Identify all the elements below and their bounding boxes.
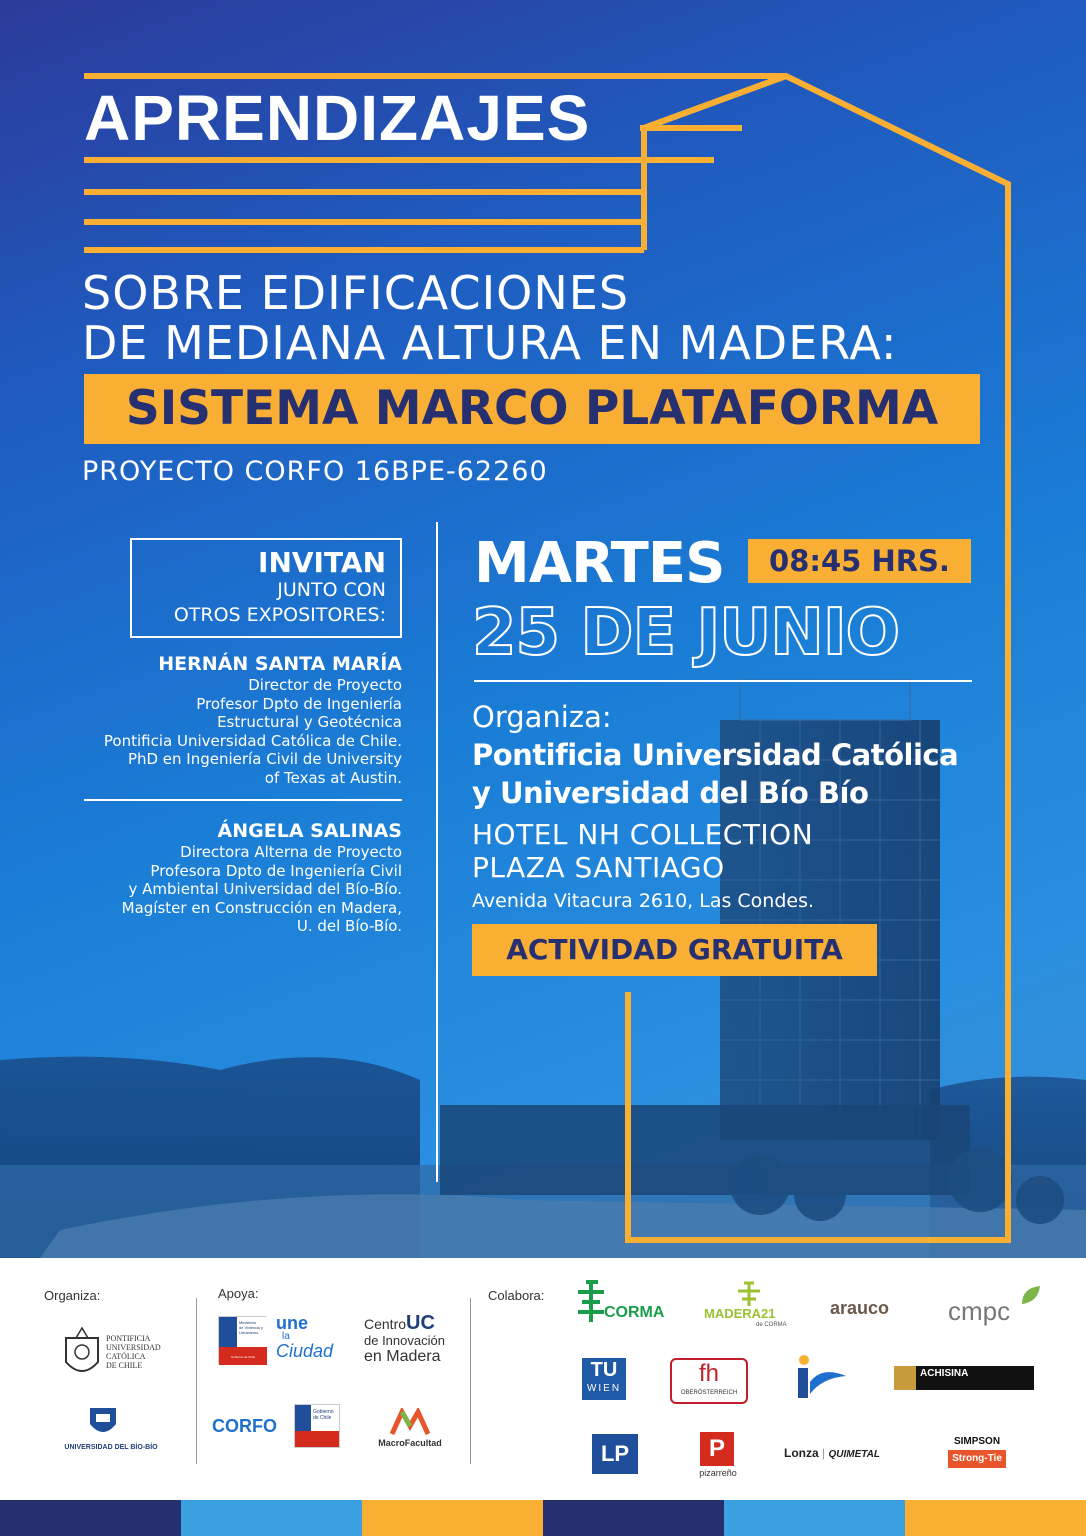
event-time: 08:45 HRS. <box>748 539 971 583</box>
cmpc-logo <box>948 1284 1044 1328</box>
lonza-name: Lonza <box>784 1446 819 1460</box>
pizarreno-logo: P pizarreño <box>694 1432 742 1482</box>
madera21-name: MADERA21 <box>704 1306 776 1321</box>
poster-subtitle <box>82 268 898 368</box>
puc-name-line: DE CHILE <box>106 1361 143 1370</box>
speakers-list <box>60 652 402 936</box>
centro-line: en Madera <box>364 1348 441 1365</box>
footer-colabora-label: Colabora: <box>488 1288 545 1303</box>
gobierno-chile-logo <box>294 1404 340 1448</box>
speaker-name: ÁNGELA SALINAS <box>217 820 402 842</box>
speaker-detail: Profesor Dpto de Ingeniería <box>196 694 402 713</box>
speaker-divider <box>84 799 402 801</box>
venue-line: PLAZA SANTIAGO <box>472 851 725 884</box>
event-date: 25 DE JUNIO <box>472 596 900 670</box>
invitan-title: INVITAN <box>258 546 386 579</box>
speaker-detail: Profesora Dpto de Ingeniería Civil <box>150 861 402 880</box>
pizarreno-name: pizarreño <box>699 1468 737 1478</box>
puc-name-line: UNIVERSIDAD <box>106 1343 161 1352</box>
quimetal-name: QUIMETAL <box>828 1449 880 1460</box>
centro-word: Centro <box>364 1316 407 1332</box>
free-activity-badge: ACTIVIDAD GRATUITA <box>472 924 877 976</box>
fh-ooe-logo <box>670 1358 748 1404</box>
puc-name-line: PONTIFICIA <box>106 1334 151 1343</box>
fh-sub: OBERÖSTERREICH <box>680 1390 738 1396</box>
corma-logo <box>576 1278 672 1324</box>
ubb-logo <box>58 1404 164 1460</box>
macrofacultad-mark-icon <box>390 1408 430 1436</box>
ministerio-line: de Vivienda y <box>239 1325 263 1330</box>
speaker-detail: y Ambiental Universidad del Bío-Bío. <box>128 880 402 898</box>
tu-wien-logo <box>582 1358 626 1400</box>
sponsors-footer <box>0 1258 1086 1500</box>
madera21-sub: de CORMA <box>756 1322 787 1328</box>
une-word: une <box>276 1313 309 1333</box>
venue-address: Avenida Vitacura 2610, Las Condes. <box>472 890 815 912</box>
ministerio-line: Ministerio <box>239 1320 257 1325</box>
speaker-detail: Estructural y Geotécnica <box>217 713 402 731</box>
tuwien-tu: TU <box>590 1359 618 1381</box>
organiza-label: Organiza: <box>472 700 612 734</box>
madera21-tree-icon <box>734 1280 764 1306</box>
subtitle-line: DE MEDIANA ALTURA EN MADERA: <box>82 316 898 370</box>
simpson-strongtie-logo <box>948 1434 1006 1472</box>
speaker-detail: U. del Bío-Bío. <box>296 917 402 935</box>
invitan-line: OTROS EXPOSITORES: <box>173 604 386 626</box>
infor-mark-icon <box>792 1352 848 1402</box>
organizer-line: y Universidad del Bío Bío <box>472 776 869 810</box>
infor-logo <box>792 1352 848 1402</box>
ministerio-vivienda-logo <box>218 1316 266 1364</box>
achisina-logo <box>894 1366 1034 1390</box>
une-la-ciudad-logo <box>276 1314 336 1362</box>
speaker-detail: Director de Proyecto <box>248 676 402 694</box>
centro-line: de Innovación <box>364 1333 445 1348</box>
speaker-card <box>60 652 402 787</box>
subtitle-line: SOBRE EDIFICACIONES <box>82 266 630 320</box>
macrofacultad-logo <box>374 1408 446 1454</box>
tuwien-wien: WIEN <box>586 1383 622 1394</box>
corfo-logo: CORFO <box>212 1416 277 1436</box>
highlight-banner: SISTEMA MARCO PLATAFORMA <box>84 374 980 444</box>
invitan-line: JUNTO CON <box>277 579 386 601</box>
corma-name: CORMA <box>604 1304 665 1321</box>
corma-tree-icon <box>576 1278 606 1324</box>
footer-separator <box>470 1298 471 1464</box>
gobierno-line: de Chile <box>313 1415 332 1421</box>
madera21-logo <box>704 1280 794 1332</box>
puc-seal-icon <box>62 1324 102 1380</box>
footer-color-stripes <box>0 1500 1086 1536</box>
speaker-detail: of Texas at Austin. <box>264 768 402 787</box>
speaker-card <box>60 819 402 936</box>
event-divider <box>474 680 972 682</box>
strongtie-name: Strong-Tie <box>948 1450 1006 1468</box>
speaker-detail: Directora Alterna de Proyecto <box>180 843 402 861</box>
footer-organiza-label: Organiza: <box>44 1288 101 1303</box>
fh-word: fh <box>698 1360 719 1387</box>
ministerio-line: Urbanismo <box>239 1330 259 1335</box>
gobierno-line: Gobierno <box>313 1409 334 1415</box>
invitan-box <box>130 538 402 638</box>
puc-logo <box>62 1324 172 1382</box>
project-code: PROYECTO CORFO 16BPE-62260 <box>82 456 548 487</box>
organizer-line: Pontificia Universidad Católica <box>472 738 959 772</box>
gobierno-label: Gobierno de Chile <box>230 1355 256 1359</box>
cmpc-leaf-icon <box>1020 1284 1042 1306</box>
achisina-name: ACHISINA <box>920 1368 969 1379</box>
lonza-quimetal-logo: Lonza | QUIMETAL <box>784 1446 880 1460</box>
organizer-name <box>472 736 958 812</box>
cmpc-name: cmpc <box>948 1296 1011 1326</box>
column-divider <box>436 522 438 1182</box>
speaker-detail: Magíster en Construcción en Madera, <box>121 898 402 917</box>
une-word: Ciudad <box>276 1341 334 1361</box>
event-day: MARTES <box>474 531 725 596</box>
ubb-shield-icon <box>88 1404 118 1440</box>
footer-apoya-label: Apoya: <box>218 1286 259 1301</box>
venue-name <box>472 818 813 884</box>
arauco-logo: arauco <box>830 1298 890 1318</box>
uc-word: UC <box>406 1312 435 1334</box>
macrofacultad-name: MacroFacultad <box>378 1438 442 1448</box>
speaker-detail: Pontificia Universidad Católica de Chile. <box>103 731 402 750</box>
simpson-name: SIMPSON <box>948 1434 1006 1450</box>
puc-name-line: CATÓLICA <box>106 1352 146 1361</box>
centro-uc-logo <box>364 1314 454 1366</box>
ubb-name: UNIVERSIDAD DEL BÍO-BÍO <box>64 1444 158 1451</box>
lp-logo: LP <box>592 1434 638 1474</box>
speaker-detail: PhD en Ingeniería Civil de University <box>127 750 402 768</box>
footer-separator <box>196 1298 197 1464</box>
venue-line: HOTEL NH COLLECTION <box>472 818 814 851</box>
speaker-name: HERNÁN SANTA MARÍA <box>158 653 402 675</box>
une-word: la <box>282 1331 290 1342</box>
poster-title: APRENDIZAJES <box>84 82 591 154</box>
